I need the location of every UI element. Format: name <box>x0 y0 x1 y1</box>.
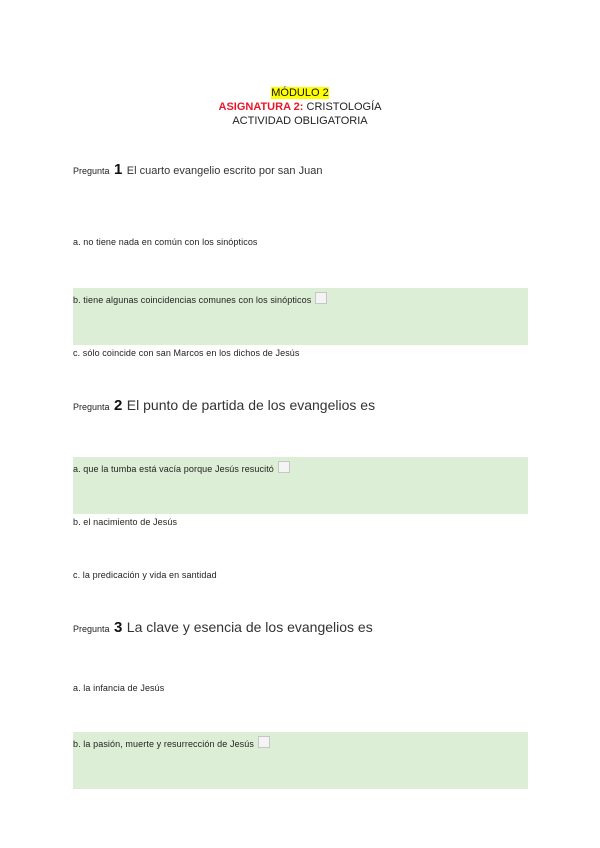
subject-label: ASIGNATURA 2: <box>218 101 304 113</box>
question-number: 3 <box>113 619 123 636</box>
option-label: c. la predicación y vida en santidad <box>73 570 217 580</box>
option-label: c. sólo coincide con san Marcos en los dichos de Jesús <box>73 348 300 358</box>
option-label: a. no tiene nada en común con los sinópticos <box>73 237 258 247</box>
question-3-option-b[interactable] <box>73 732 528 789</box>
checkbox-icon[interactable] <box>315 292 327 304</box>
question-1-option-a[interactable] <box>73 232 528 248</box>
question-1-option-c[interactable] <box>73 343 528 359</box>
option-label <box>73 292 327 306</box>
question-3-heading <box>73 619 373 637</box>
option-label: b. el nacimiento de Jesús <box>73 517 178 527</box>
question-number: 1 <box>113 161 123 178</box>
question-prefix: Pregunta <box>73 624 110 634</box>
question-number: 2 <box>113 397 123 414</box>
question-3-option-a[interactable] <box>73 678 528 694</box>
option-text: b. la pasión, muerte y resurrección de Jesús <box>73 739 254 749</box>
question-text: El cuarto evangelio escrito por san Juan <box>126 165 323 177</box>
option-text: a. que la tumba está vacía porque Jesús resucitó <box>73 464 274 474</box>
question-2-option-c[interactable] <box>73 565 528 581</box>
option-label <box>73 461 290 475</box>
question-1-option-b[interactable] <box>73 288 528 345</box>
question-prefix: Pregunta <box>73 402 110 412</box>
module-line <box>0 86 600 100</box>
question-2-option-a[interactable] <box>73 457 528 514</box>
checkbox-icon[interactable] <box>278 461 290 473</box>
question-2-option-b[interactable] <box>73 512 528 528</box>
option-label <box>73 736 270 750</box>
question-1-heading <box>73 161 322 179</box>
subject-line <box>0 100 600 114</box>
question-text: La clave y esencia de los evangelios es <box>126 619 373 635</box>
option-label: a. la infancia de Jesús <box>73 683 165 693</box>
option-text: b. tiene algunas coincidencias comunes con los sinópticos <box>73 295 312 305</box>
activity-title: ACTIVIDAD OBLIGATORIA <box>232 115 368 127</box>
question-text: El punto de partida de los evangelios es <box>126 397 376 413</box>
checkbox-icon[interactable] <box>258 736 270 748</box>
question-2-heading <box>73 397 375 415</box>
module-title: MÓDULO 2 <box>271 87 329 99</box>
question-prefix: Pregunta <box>73 166 110 176</box>
subject-name: CRISTOLOGÍA <box>306 101 382 113</box>
document-header <box>0 86 600 128</box>
